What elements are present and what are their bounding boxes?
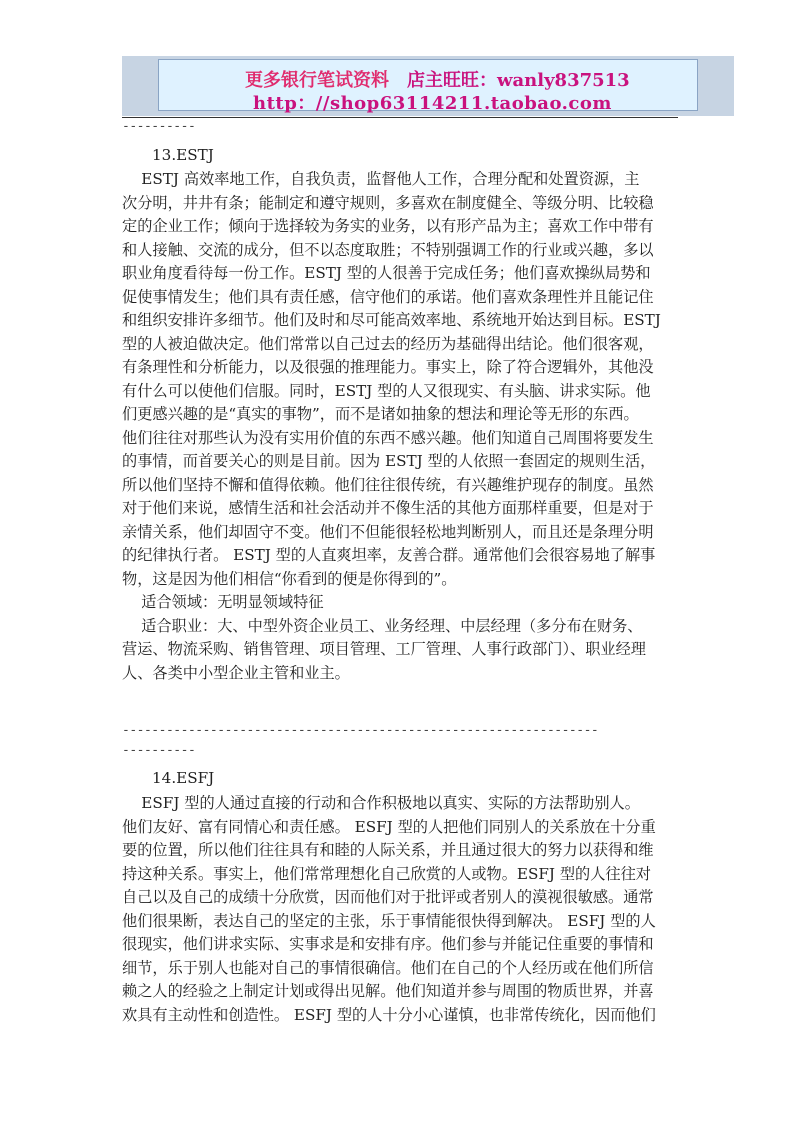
paragraph-line: 要的位置，所以他们往往具有和睦的人际关系，并且通过很大的努力以获得和维	[122, 841, 654, 859]
section-body-esfj	[122, 792, 680, 1027]
banner-owner: 店主旺旺：wanly837513	[407, 70, 630, 91]
paragraph-line: 营运、物流采购、销售管理、项目管理、工厂管理、人事行政部门）、职业经理	[122, 640, 646, 658]
section-body-estj	[122, 168, 680, 685]
banner-url: http：//shop63114211.taobao.com	[253, 93, 612, 114]
paragraph-line: 对于他们来说，感情生活和社会活动并不像生活的其他方面那样重要，但是对于	[122, 499, 654, 517]
banner-title: 更多银行笔试资料	[245, 70, 389, 91]
paragraph-line: ESFJ 型的人通过直接的行动和合作积极地以真实、实际的方法帮助别人。	[122, 794, 640, 812]
paragraph-line: 促使事情发生；他们具有责任感，信守他们的承诺。他们喜欢条理性并且能记住	[122, 287, 654, 306]
paragraph-line: 欢具有主动性和创造性。 ESFJ 型的人十分小心谨慎，也非常传统化，因而他们	[122, 1005, 656, 1024]
paragraph-line: 所以他们坚持不懈和值得依赖。他们往往很传统，有兴趣维护现存的制度。虽然	[122, 475, 654, 494]
paragraph-line: 和人接触、交流的成分，但不以态度取胜；不特别强调工作的行业或兴趣，多以	[122, 240, 654, 259]
paragraph-line: 有什么可以使他们信服。同时，ESTJ 型的人又很现实、有头脑、讲求实际。他	[122, 381, 651, 400]
paragraph-line: 物，这是因为他们相信“你看到的便是你得到的”。	[122, 569, 457, 588]
paragraph-line: 的事情，而首要关心的则是目前。因为 ESTJ 型的人依照一套固定的规则生活，	[122, 452, 656, 470]
paragraph-line: 型的人被迫做决定。他们常常以自己过去的经历为基础得出结论。他们很客观，	[122, 334, 654, 353]
paragraph-line: 有条理性和分析能力，以及很强的推理能力。事实上，除了符合逻辑外，其他没	[122, 358, 654, 376]
separator-long: -----------------------------------------------------------------	[122, 723, 599, 738]
paragraph-line: 适合领域：无明显领域特征	[122, 593, 324, 611]
paragraph-line: 自己以及自己的成绩十分欣赏，因而他们对于批评或者别人的漠视很敏感。通常	[122, 888, 654, 906]
paragraph-line: ESTJ 高效率地工作，自我负责，监督他人工作，合理分配和处置资源，主	[122, 170, 640, 188]
paragraph-line: 人、各类中小型企业主管和业主。	[122, 663, 350, 682]
paragraph-line: 职业角度看待每一份工作。ESTJ 型的人很善于完成任务；他们喜欢操纵局势和	[122, 264, 651, 282]
header-banner-image	[122, 56, 734, 116]
section-heading-estj: 13.ESTJ	[152, 146, 214, 164]
header-rule	[122, 117, 678, 118]
banner-panel	[158, 59, 698, 114]
paragraph-line: 赖之人的经验之上制定计划或得出见解。他们知道并参与周围的物质世界，并喜	[122, 982, 654, 1000]
separator-top: ----------	[122, 119, 196, 134]
paragraph-line: 次分明，井井有条；能制定和遵守规则，多喜欢在制度健全、等级分明、比较稳	[122, 193, 654, 212]
paragraph-line: 的纪律执行者。 ESTJ 型的人直爽坦率，友善合群。通常他们会很容易地了解事	[122, 546, 656, 564]
separator-short: ----------	[122, 743, 196, 758]
paragraph-line: 定的企业工作；倾向于选择较为务实的业务，以有形产品为主；喜欢工作中带有	[122, 217, 654, 235]
paragraph-line: 细节，乐于别人也能对自己的事情很确信。他们在自己的个人经历或在他们所信	[122, 958, 654, 977]
paragraph-line: 适合职业：大、中型外资企业员工、业务经理、中层经理（多分布在财务、	[122, 616, 643, 635]
paragraph-line: 他们往往对那些认为没有实用价值的东西不感兴趣。他们知道自己周围将要发生	[122, 428, 654, 447]
paragraph-line: 们更感兴趣的是“真实的事物”，而不是诸如抽象的想法和理论等无形的东西。	[122, 405, 639, 423]
section-heading-esfj: 14.ESFJ	[152, 769, 215, 787]
paragraph-line: 很现实，他们讲求实际、实事求是和安排有序。他们参与并能记住重要的事情和	[122, 935, 654, 953]
paragraph-line: 他们友好、富有同情心和责任感。 ESFJ 型的人把他们同别人的关系放在十分重	[122, 817, 656, 836]
paragraph-line: 持这种关系。事实上，他们常常理想化自己欣赏的人或物。ESFJ 型的人往往对	[122, 864, 651, 883]
paragraph-line: 他们很果断，表达自己的坚定的主张，乐于事情能很快得到解决。 ESFJ 型的人	[122, 911, 656, 930]
paragraph-line: 亲情关系，他们却固守不变。他们不但能很轻松地判断别人，而且还是条理分明	[122, 522, 654, 541]
paragraph-line: 和组织安排许多细节。他们及时和尽可能高效率地、系统地开始达到目标。ESTJ	[122, 311, 661, 329]
